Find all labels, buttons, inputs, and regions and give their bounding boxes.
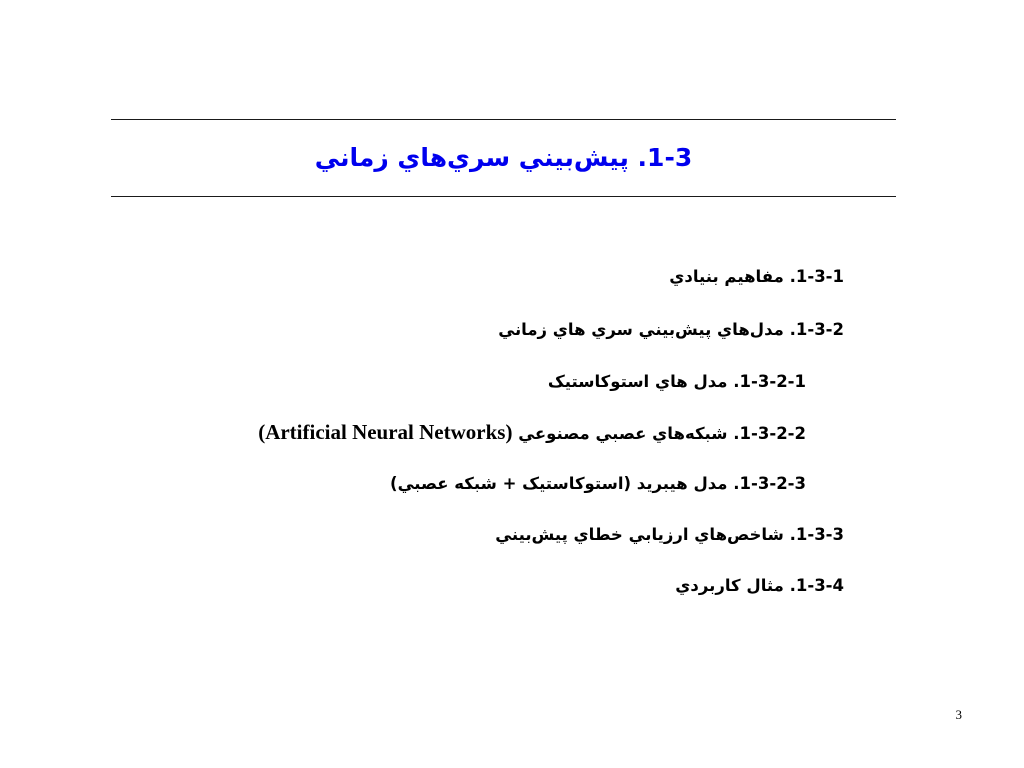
outline-item-application-example — [675, 574, 844, 598]
page-number: 3 — [955, 707, 962, 722]
outline-item-latin-term: (Artificial Neural Networks) — [258, 420, 513, 444]
outline-item-error-metrics — [495, 523, 844, 547]
slide-title: 1-3. پيش‌بيني سري‌هاي زماني — [314, 143, 693, 172]
outline-item-text: 1-3-3. شاخص‌هاي ارزيابي خطاي پيش‌بيني — [495, 525, 844, 544]
outline-item-text: 1-3-1. مفاهيم بنيادي — [669, 267, 844, 286]
outline-subitem-hybrid-model — [390, 472, 806, 496]
outline-item-forecasting-models — [498, 318, 844, 342]
outline-item-text: 1-3-2-2. شبکه‌هاي عصبي مصنوعي — [518, 424, 806, 443]
outline-subitem-stochastic-models — [548, 370, 806, 394]
outline-item-text: 1-3-4. مثال كاربردي — [675, 576, 844, 595]
outline-item-basic-concepts — [669, 265, 844, 289]
outline-item-text: 1-3-2-3. مدل هيبريد (استوكاستيک + شبکه عصبي) — [390, 474, 806, 493]
outline-item-text: 1-3-2-1. مدل هاي استوكاستيک — [547, 372, 806, 391]
outline-subitem-neural-networks — [258, 420, 806, 444]
outline-item-text: 1-3-2. مدل‌هاي پيش‌بيني سري هاي زماني — [498, 320, 844, 339]
